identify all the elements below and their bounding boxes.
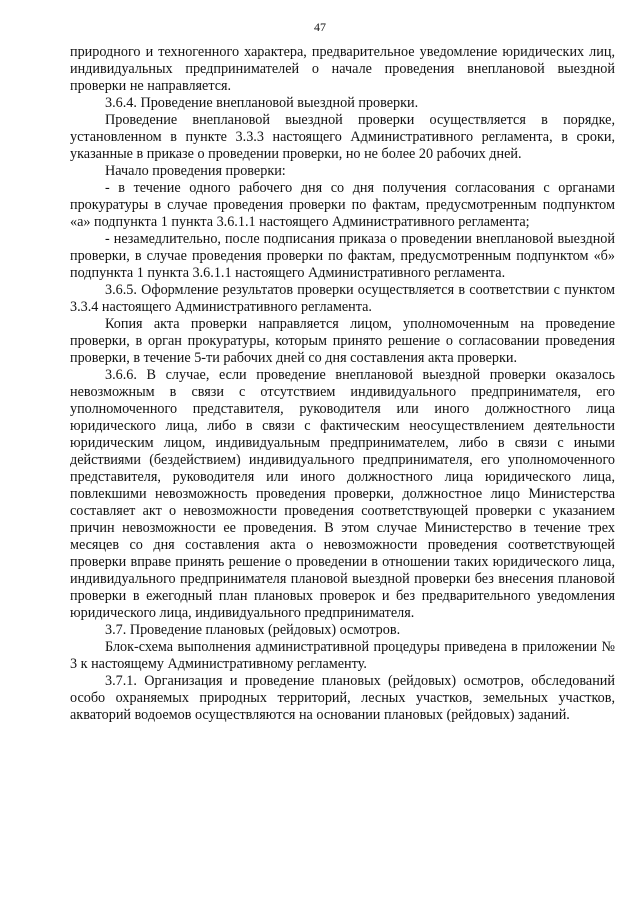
section-paragraph-3-6-6: 3.6.6. В случае, если проведение внеплановой выездной проверки оказалось невозможным в связи с отсутствием индивидуального предпринимателя, его уполномоченного представителя, руководителя или иного должностного лица юридического лица, либо в связи с фактическим неосуществлением деятельности юридическим лицом, индивидуальным предпринимателем, либо в связи с иными действиями (бездействием) индивидуального предпринимателя, его уполномоченного представителя, руководителя или иного должностного лица юридического лица, повлекшими невозможность проведения проверки, должностное лицо Министерства составляет акт о невозможности проведения соответствующей проверки с указанием причин невозможности ее проведения. В этом случае Министерство в течение трех месяцев со дня составления акта о невозможности проведения соответствующей проверки вправе принять решение о проведении в отношении таких юридического лица, индивидуального предпринимателя плановой выездной проверки без внесения плановой проверки в ежегодный план плановых проверок и без предварительного уведомления юридического лица, индивидуального предпринимателя.: [70, 367, 615, 621]
paragraph: Блок-схема выполнения административной процедуры приведена в приложении № 3 к настоящему Административному регламенту.: [70, 639, 615, 672]
paragraph-lead: Начало проведения проверки:: [105, 163, 286, 179]
page-number: 47: [314, 20, 326, 34]
section-heading-3-7: 3.7. Проведение плановых (рейдовых) осмотров.: [105, 622, 401, 638]
paragraph-continuation: природного и техногенного характера, предварительное уведомление юридических лиц, индивидуальных предпринимателей о начале проведения внеплановой выездной проверки не направляется.: [70, 44, 615, 94]
section-heading-3-6-4: 3.6.4. Проведение внеплановой выездной проверки.: [105, 95, 419, 111]
section-paragraph-3-7-1: 3.7.1. Организация и проведение плановых (рейдовых) осмотров, обследований особо охраняемых природных территорий, лесных участков, земельных участков, акваторий водоемов осуществляются на основании плановых (рейдовых) заданий.: [70, 673, 615, 723]
list-item: - незамедлительно, после подписания приказа о проведении внеплановой выездной проверки, в случае проведения проверки по фактам, предусмотренным подпунктом «б» подпункта 1 пункта 3.6.1.1 настоящего Административного регламента.: [70, 231, 615, 281]
list-item: - в течение одного рабочего дня со дня получения согласования с органами прокуратуры в случае проведения проверки по фактам, предусмотренным подпунктом «а» подпункта 1 пункта 3.6.1.1 настоящего Административного регламента;: [70, 180, 615, 230]
paragraph: Проведение внеплановой выездной проверки осуществляется в порядке, установленном в пункте 3.3.3 настоящего Административного регламента, в сроки, указанные в приказе о проведении проверки, но не более 20 рабочих дней.: [70, 112, 615, 162]
document-body: [70, 44, 615, 724]
section-paragraph-3-6-5: 3.6.5. Оформление результатов проверки осуществляется в соответствии с пунктом 3.3.4 настоящего Административного регламента.: [70, 282, 615, 315]
paragraph: Копия акта проверки направляется лицом, уполномоченным на проведение проверки, в орган прокуратуры, которым принято решение о согласовании проведения проверки, в течение 5-ти рабочих дней со дня составления акта проверки.: [70, 316, 615, 366]
